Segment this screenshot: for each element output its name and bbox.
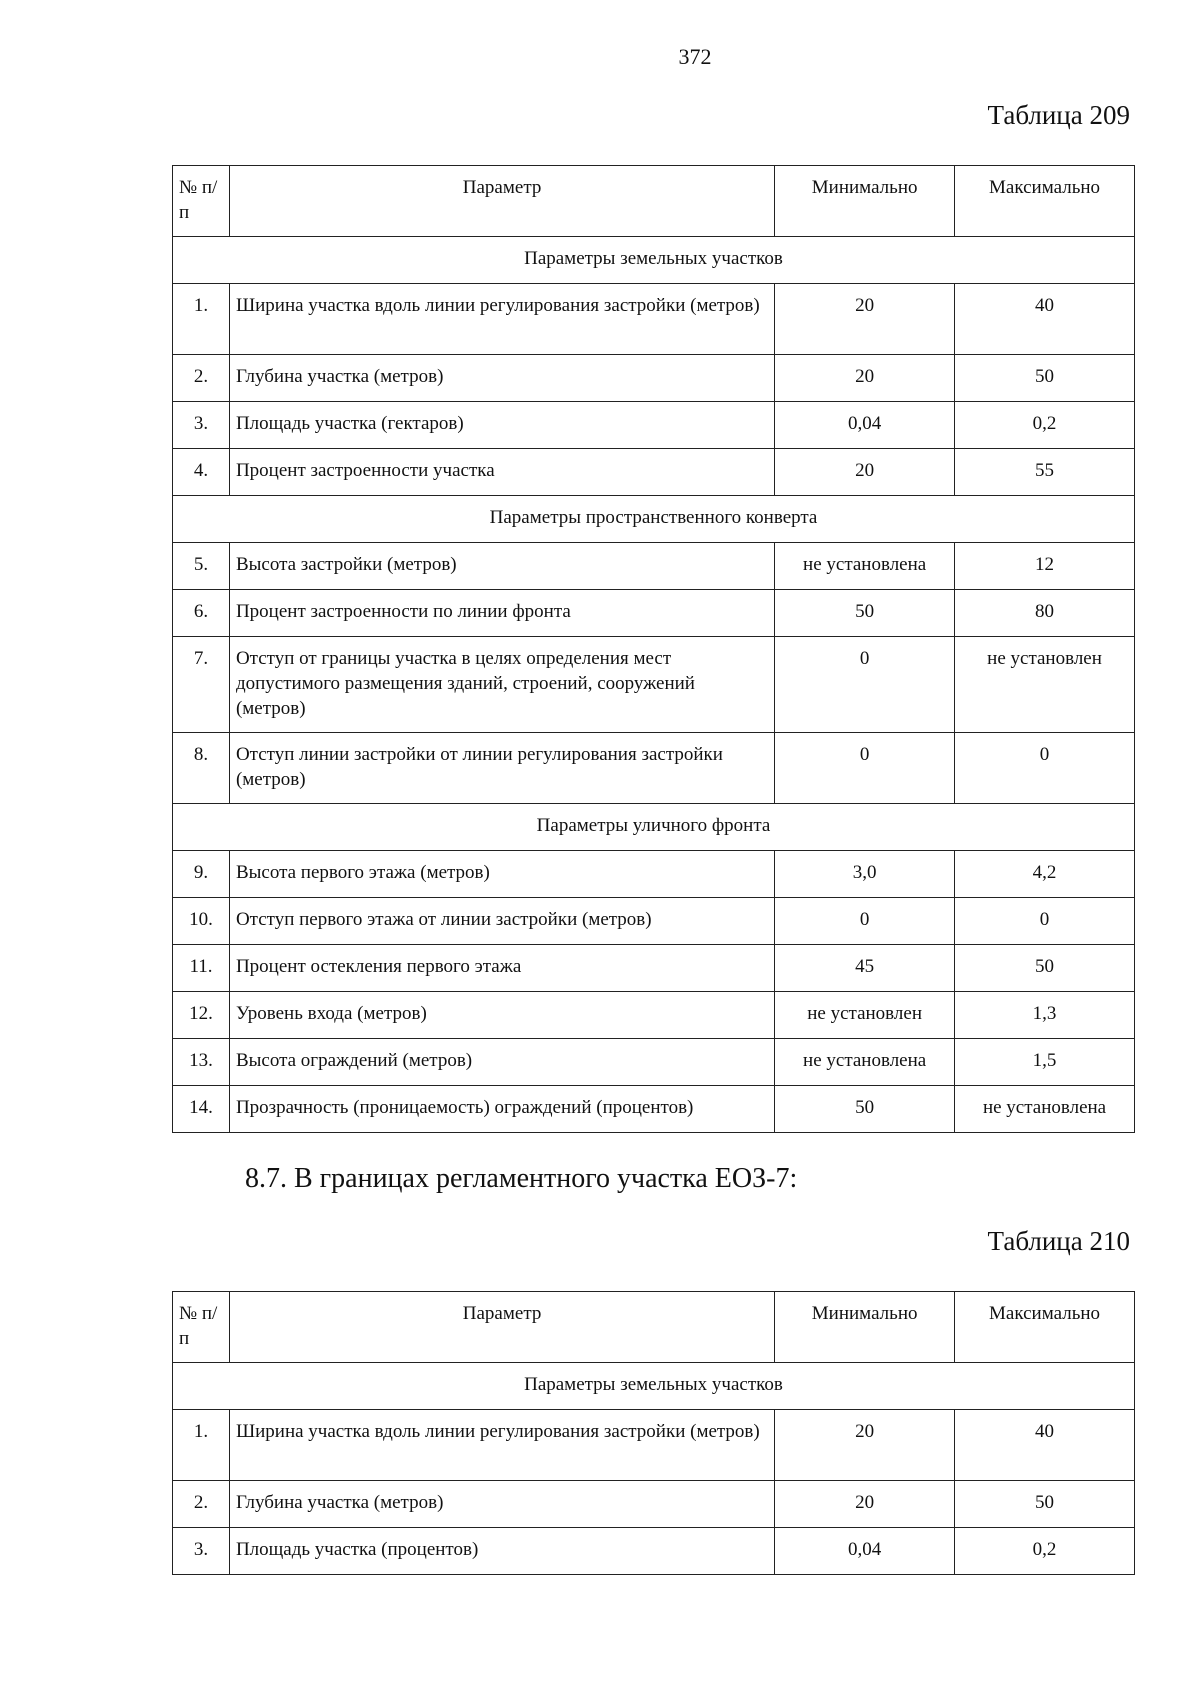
- table-row: [173, 1481, 1135, 1528]
- table-row: [173, 1039, 1135, 1086]
- row-num: 1.: [173, 284, 230, 355]
- row-min: 50: [775, 1086, 955, 1133]
- row-num: 4.: [173, 449, 230, 496]
- row-param: Площадь участка (процентов): [229, 1528, 774, 1575]
- row-min: не установлен: [775, 992, 955, 1039]
- table-header-row: [173, 166, 1135, 237]
- row-max: 80: [955, 590, 1135, 637]
- row-max: 40: [955, 284, 1135, 355]
- row-num: 8.: [173, 733, 230, 804]
- header-num: № п/п: [173, 1292, 230, 1363]
- row-max: 4,2: [955, 851, 1135, 898]
- table-row: [173, 284, 1135, 355]
- header-num: № п/п: [173, 166, 230, 237]
- row-min: 20: [775, 355, 955, 402]
- header-max: Максимально: [955, 1292, 1135, 1363]
- row-num: 6.: [173, 590, 230, 637]
- row-max: 40: [955, 1410, 1135, 1481]
- row-num: 2.: [173, 355, 230, 402]
- table-row: [173, 851, 1135, 898]
- table-row: [173, 543, 1135, 590]
- section-title: Параметры земельных участков: [173, 237, 1135, 284]
- row-min: 0: [775, 898, 955, 945]
- row-num: 14.: [173, 1086, 230, 1133]
- table-row: [173, 945, 1135, 992]
- row-num: 3.: [173, 1528, 230, 1575]
- row-max: 0,2: [955, 1528, 1135, 1575]
- row-min: 20: [775, 1410, 955, 1481]
- section-title: Параметры уличного фронта: [173, 804, 1135, 851]
- row-min: 0,04: [775, 402, 955, 449]
- table-row: [173, 1528, 1135, 1575]
- row-max: 1,3: [955, 992, 1135, 1039]
- row-num: 12.: [173, 992, 230, 1039]
- section-row: [173, 1363, 1135, 1410]
- row-param: Процент остекления первого этажа: [229, 945, 774, 992]
- row-param: Глубина участка (метров): [229, 1481, 774, 1528]
- row-param: Высота застройки (метров): [229, 543, 774, 590]
- row-max: 0: [955, 898, 1135, 945]
- row-param: Процент застроенности по линии фронта: [229, 590, 774, 637]
- row-num: 2.: [173, 1481, 230, 1528]
- row-max: 55: [955, 449, 1135, 496]
- row-param: Площадь участка (гектаров): [229, 402, 774, 449]
- row-num: 11.: [173, 945, 230, 992]
- page-number: 372: [678, 44, 712, 69]
- header-param: Параметр: [229, 166, 774, 237]
- row-param: Ширина участка вдоль линии регулирования застройки (метров): [229, 1410, 774, 1481]
- row-param: Уровень входа (метров): [229, 992, 774, 1039]
- row-max: 50: [955, 1481, 1135, 1528]
- section-row: [173, 237, 1135, 284]
- row-min: 0: [775, 637, 955, 733]
- table-row: [173, 1086, 1135, 1133]
- row-num: 1.: [173, 1410, 230, 1481]
- row-param: Отступ линии застройки от линии регулирования застройки (метров): [229, 733, 774, 804]
- table-row: [173, 637, 1135, 733]
- row-min: 50: [775, 590, 955, 637]
- header-min: Минимально: [775, 1292, 955, 1363]
- section-row: [173, 496, 1135, 543]
- row-max: не установлена: [955, 1086, 1135, 1133]
- section-row: [173, 804, 1135, 851]
- row-num: 9.: [173, 851, 230, 898]
- row-min: 45: [775, 945, 955, 992]
- table-header-row: [173, 1292, 1135, 1363]
- row-param: Ширина участка вдоль линии регулирования застройки (метров): [229, 284, 774, 355]
- header-min: Минимально: [775, 166, 955, 237]
- row-min: не установлена: [775, 543, 955, 590]
- row-max: 50: [955, 945, 1135, 992]
- section-heading: 8.7. В границах регламентного участка ЕОЗ-7:: [245, 1163, 798, 1194]
- table-row: [173, 992, 1135, 1039]
- row-param: Прозрачность (проницаемость) ограждений (процентов): [229, 1086, 774, 1133]
- row-max: 0,2: [955, 402, 1135, 449]
- row-max: 0: [955, 733, 1135, 804]
- row-min: 20: [775, 449, 955, 496]
- row-min: 20: [775, 1481, 955, 1528]
- row-min: 0,04: [775, 1528, 955, 1575]
- table-row: [173, 1410, 1135, 1481]
- row-param: Высота ограждений (метров): [229, 1039, 774, 1086]
- table-210: [172, 1291, 1135, 1575]
- row-min: 0: [775, 733, 955, 804]
- row-min: 3,0: [775, 851, 955, 898]
- row-param: Отступ первого этажа от линии застройки (метров): [229, 898, 774, 945]
- row-max: 12: [955, 543, 1135, 590]
- row-param: Высота первого этажа (метров): [229, 851, 774, 898]
- header-max: Максимально: [955, 166, 1135, 237]
- table-row: [173, 355, 1135, 402]
- table-209-caption: Таблица 209: [987, 100, 1130, 130]
- row-min: 20: [775, 284, 955, 355]
- row-param: Процент застроенности участка: [229, 449, 774, 496]
- row-param: Глубина участка (метров): [229, 355, 774, 402]
- row-num: 7.: [173, 637, 230, 733]
- table-row: [173, 898, 1135, 945]
- table-row: [173, 590, 1135, 637]
- section-title: Параметры земельных участков: [173, 1363, 1135, 1410]
- table-210-caption: Таблица 210: [987, 1226, 1130, 1256]
- row-num: 5.: [173, 543, 230, 590]
- row-num: 10.: [173, 898, 230, 945]
- table-209: [172, 165, 1135, 1133]
- section-title: Параметры пространственного конверта: [173, 496, 1135, 543]
- row-max: 1,5: [955, 1039, 1135, 1086]
- table-row: [173, 733, 1135, 804]
- row-max: 50: [955, 355, 1135, 402]
- row-num: 3.: [173, 402, 230, 449]
- table-row: [173, 402, 1135, 449]
- row-param: Отступ от границы участка в целях определения мест допустимого размещения зданий, строений, сооружений (метров): [229, 637, 774, 733]
- row-min: не установлена: [775, 1039, 955, 1086]
- row-num: 13.: [173, 1039, 230, 1086]
- table-row: [173, 449, 1135, 496]
- header-param: Параметр: [229, 1292, 774, 1363]
- row-max: не установлен: [955, 637, 1135, 733]
